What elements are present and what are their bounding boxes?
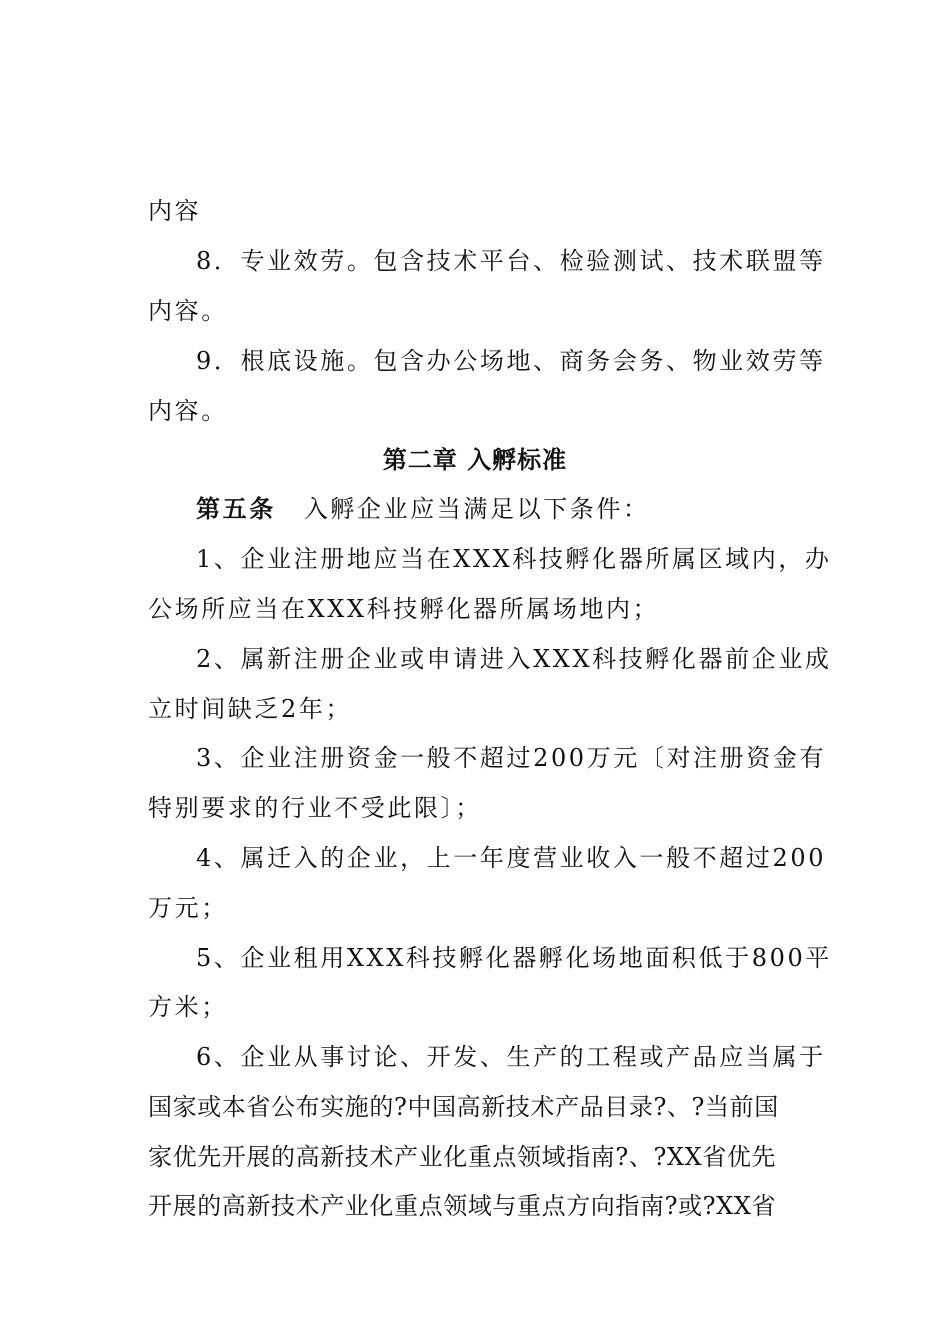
text-line: 开展的高新技术产业化重点领域与重点方向指南?或?XX省 — [148, 1192, 777, 1220]
text-line: 3、企业注册资金一般不超过200万元〔对注册资金有 — [196, 744, 827, 772]
chapter-title: 第二章 入孵标准 — [382, 445, 568, 474]
text-line: 家优先开展的高新技术产业化重点领域指南?、?XX省优先 — [148, 1143, 777, 1171]
text-line: 内容 — [148, 197, 202, 225]
article-label: 第五条 — [196, 494, 276, 523]
text-line: 内容。 — [148, 397, 228, 425]
text-line: 国家或本省公布实施的?中国高新技术产品目录?、?当前国 — [148, 1093, 779, 1121]
article-line — [196, 493, 808, 525]
text-line: 2、属新注册企业或申请进入XXX科技孵化器前企业成 — [196, 645, 832, 673]
text-line: 8．专业效劳。包含技术平台、检验测试、技术联盟等 — [196, 247, 826, 275]
text-line: 公场所应当在XXX科技孵化器所属场地内； — [148, 595, 660, 623]
text-line: 5、企业租用XXX科技孵化器孵化场地面积低于800平 — [196, 944, 832, 972]
article-text: 入孵企业应当满足以下条件： — [303, 495, 650, 523]
text-line: 9．根底设施。包含办公场地、商务会务、物业效劳等 — [196, 347, 826, 375]
text-line: 方米； — [148, 993, 228, 1021]
text-line: 4、属迁入的企业，上一年度营业收入一般不超过200 — [196, 844, 827, 872]
text-line: 1、企业注册地应当在XXX科技孵化器所属区域内，办 — [196, 545, 832, 573]
text-line: 特别要求的行业不受此限〕； — [148, 794, 482, 822]
text-line: 6、企业从事讨论、开发、生产的工程或产品应当属于 — [196, 1043, 826, 1071]
text-line: 内容。 — [148, 297, 228, 325]
text-line: 立时间缺乏2年； — [148, 695, 353, 723]
text-line: 万元； — [148, 894, 228, 922]
